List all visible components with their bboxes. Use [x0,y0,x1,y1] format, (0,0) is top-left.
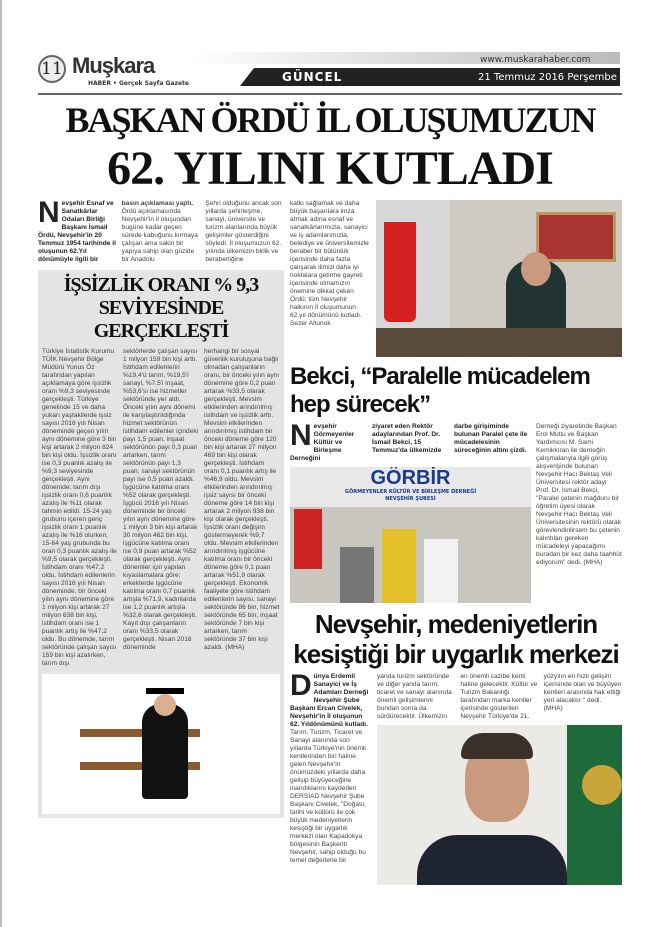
bekci-lead: evşehir Görmeyenler Kültür ve Birleşme Derneğini [290,423,355,462]
section-label: GÜNCEL [282,70,343,84]
main-col2-text: Ördü açıklamasında Nevşehir'in il oluşundan bugüne kadar geçen sürede kabuğunu kırmaya çalışan ama sakin bir yapıya sahip olan güzide bir Anadolu [121,208,198,263]
civelek-photo [377,725,622,885]
unemployment-headline-line1: İŞSİZLİK ORANI % 9,3 [63,274,259,296]
person-1 [340,547,374,603]
bekci-photo [290,467,531,603]
main-headline-line1: BAŞKAN ÖRDÜ İL OLUŞUMUZUN [65,100,595,140]
main-article-col3: Şehri olduğunu ancak son yıllarda şehirleşme, sanayi, üniversite ve turizm alanlarında büyük gelişimler gösterdiğini söyledi. İl oluşumuzun 62. yılında ülkemizin birlik ve beraberliğine [205,200,282,263]
page-content [38,0,622,905]
nevsehir-col3: en önemli cazibe kenti haline gelecektir. Kültür ve Turizm Bakanlığı tarafından marka kentler içerisinde gösterilen Nevşehir Türkiye'de 21. [460,673,538,720]
person-3 [424,539,458,603]
suit-shape [417,835,567,885]
right-column [290,200,622,885]
graduate-figure [142,704,188,799]
unemployment-columns [42,348,280,668]
logo-subtitle: HABER • Gerçek Sayfa Gazete [88,80,189,87]
background-banner [567,725,622,885]
logo: Muşkara [72,53,155,78]
unemployment-headline-line2: SEVİYESİNDE GERÇEKLEŞTİ [93,297,229,342]
nevsehir-headline-line1: Nevşehir, medeniyetlerin [314,609,598,639]
nevsehir-col1-text: Tarım, Turizm, Ticaret ve Sanayi alanında son yıllarda Türkiye'nin önemli kentlerinden biri haline gelen Nevşehir'in önümüzdeki yıllarda daha gelişip büyüyeceğine inandıklarını kaydeden DERSİAD Nevşehir Şube Başkanı Civelek, "Doğası, tarihi ve kültürü ile çok büyük medeniyetlerin kesiştiği bir uygarlık merkezi olan Kapadokya bölgesinin Başkenti Nevşehir, sahip olduğu bu temel değerlerle bir [290,729,367,864]
issue-date: 21 Temmuz 2016 Perşembe [478,72,617,83]
left-column [38,196,284,885]
flag-shape [294,509,322,569]
main-col2-bold: basın açıklaması yaptı. [121,200,194,207]
person-2 [382,529,416,603]
graduate-photo [42,674,280,814]
unemployment-col2: sektörlerde çalışan sayısı 1 milyon 159 bin kişi arttı. İstihdam edilenlerin %19,4'ü tarım, %19,5'i sanayi, %7,5'i inşaat, %53,6'sı ise hizmetler sektöründe yer aldı. Önceki yılın aynı dönemi ile karşılaştırıldığında hizmet sektörünün istihdam edilenler içindeki payı 1,5 puan, inşaat sektörünün payı 0,3 puan artarken, tarım sektörünün payı 1,3 puan, sanayi sektörünün payı ise 0,5 puan azaldı. İşgücüne katılma oranı %52 olarak gerçekleşti. İşgücü 2016 yılı Nisan döneminde bir önceki yılın aynı dönemine göre 1 milyon 3 bin kişi artarak 30 milyon 462 bin kişi, işgücüne katılma oranı ise 0,9 puan artarak %52 olarak gerçekleşti. Aynı dönemler için yapılan kıyaslamalara göre; erkeklerde işgücüne katılma oranı 0,7 puanlık artışla %71,9, kadınlarda ise 1,2 puanlık artışla %32,6 olarak gerçekleşti. Kayıt dışı çalışanların oranı %33,5 olarak gerçekleşti. Nisan 2016 döneminde [123,348,199,651]
graduate-face [154,694,176,716]
drop-cap: D [290,669,312,702]
bekci-col2: ziyaret eden Rektör adaylarından Prof. Dr. İsmail Bekci, 15 Temmuz'da ülkemizde [372,423,442,454]
unemployment-col3: herhangi bir sosyal güvenlik kuruluşuna bağlı olmadan çalışanların oranı, bir önceki yılın aynı dönemine göre 0,2 puan artarak %33,5 olarak gerçekleşti. Mevsim etkilerinden arındırılmış istihdam ve işsizlik arttı. Mevsim etkilerinden arındırılmış istihdam bir önceki döneme göre 120 bin kişi artarak 27 milyon 469 bin kişi olarak gerçekleşti. İstihdam oranı 0,1 puanlık artış ile %46,9 oldu. Mevsim etkilerinden arındırılmış işsiz sayısı bir önceki döneme göre 14 bin kişi artarak 2 milyon 938 bin kişi olarak gerçekleşti. İşsizlik oranı değişim göstermeyerek %9,7 oldu. Mevsim etkilerinden arındırılmış işgücüne katılma oranı bir önceki döneme göre 0,1 puan artarak %51,9 olarak gerçekleşti. Ekonomik faaliyete göre istihdam edilenlerin sayısı, sanayi sektöründe 86 bin, hizmet sektöründe 65 bin, inşaat sektöründe 7 bin kişi artarken, tarım sektöründe 37 bin kişi azaldı. (MHA) [204,348,280,651]
drop-cap: N [38,196,60,229]
hair-shape [461,733,533,759]
banner-emblem [582,765,622,805]
nevsehir-col1 [290,669,372,885]
main-article-right [290,200,622,357]
mortarboard-icon [146,688,184,694]
sign-title: GÖRBİR [370,467,451,489]
main-article-col4: katkı sağlamak ve daha büyük başarılara imza atmak adına esnaf ve sanatkârlarımızla, sanayici ve iş adamlarımızla, belediye ve üniversitemizle beraber bir bütünlük içerisinde daha fazla çalışarak ilimizi daha iyi noktalara getirme gayreti içerisinde olmamızın önemine dikkat çeken Ördü; tüm Nevşehir halkının İl oluşumunun 62.yıl dönümünü kutladı. Sezer Altunok [290,200,369,327]
sign-branch: NEVŞEHİR ŞUBESİ [385,496,436,502]
nevsehir-col4: yüzyılın en hızlı gelişim içerisinde olan ve büyüyen kentleri arasında hak ettiği yeri alacaktır " dedi. (MHA) [543,673,622,712]
association-sign [290,467,531,507]
bekci-col4: Derneği ziyaretinde Başkan Erol Mutlu ve Başkan Yardımcısı M. Sami Kemikkıran ile derneğin çalışmalarıyla ilgili görüş alışverişinde bulunan Nevşehir Hacı Bektaş Veli Üniversitesi rektör adayı Prof. Dr. İsmail Bekci, "Paralel çetenin mağduru bir öğretim üyesi olarak Nevşehir Hacı Bektaş Veli Üniversitesinin rektörü olarak görevlendirilirsem bu çetenin kalıntıları gereken mücadeleyi yapacağımı buradan bir kez daha taahhüt ediyorum" dedi. (MHA) [536,423,622,566]
drop-cap: N [290,419,312,452]
website-url: www.muskarahaber.com [480,55,591,65]
unemployment-headline [42,274,280,343]
main-article-col1 [38,196,117,264]
nevsehir-right [377,673,622,885]
portrait-frame [536,212,616,262]
flag-shape [384,222,416,322]
person-face [521,252,551,286]
bekci-headline: Bekci, “Paralelle mücadelem hep sürecek” [290,363,590,418]
sign-subtitle: GÖRMEYENLER KÜLTÜR VE BİRLEŞME DERNEĞİ [344,489,477,495]
bekci-col1 [290,419,367,463]
main-article-col2 [122,200,201,264]
page-grid [38,196,622,885]
main-headline-line2: 62. YILINI KUTLADI [107,142,553,195]
page-number: 11 [38,55,66,83]
main-photo [376,200,622,357]
unemployment-box [38,270,284,818]
nevsehir-col2: yanda turizm sektöründe ve diğer yanda tarım, ticaret ve sanayi alanında önemli gelişimlerini bundan sonra da sürdürecektir. Ülkemizin [377,673,452,720]
desk-shape [376,328,622,357]
page-frame [0,0,2,927]
nevsehir-columns [377,673,622,721]
nevsehir-lead: ünya Erdemli Sanayici ve İş Adamları Derneği Nevşehir Şube Başkanı Ercan Civelek, Nevşehir'in İl oluşunun 62. Yıldönümünü kutladı. [290,673,369,728]
unemployment-col1: Türkiye İstatistik Kurumu TÜİK Nevşehir Bölge Müdürü Yunus Öz tarafından yapılan açıklamaya göre işsizlik oranı %9,3 seviyesinde gerçekleşti. Türkiye genelinde 15 ve daha yukarı yaştakilerde işsiz sayısı 2016 yılı Nisan döneminde geçen yılın aynı dönemine göre 3 bin kişi artarak 2 milyon 824 bin kişi oldu. İşsizlik oranı ise 0,3 puanlık azalış ile %9,3 seviyesinde gerçekleşti. Aynı dönemde; tarım dışı işsizlik oranı 0,6 puanlık azalış ile %11 olarak tahmin edildi. 15-24 yaş grubunu içeren genç işsizlik oranı 1 puanlık azalış ile %16 olurken, 15-64 yaş grubunda bu oran 0,3 puanlık azalış ile %9,5 olarak gerçekleşti. İstihdam oranı %47,2 oldu. İstihdam edilenlerin sayısı 2016 yılı Nisan döneminde, bir önceki yılın aynı dönemine göre 1 milyon kişi artarak 27 milyon 638 bin kişi, istihdam oranı ise 1 puanlık artış ile %47,2 oldu. Bu dönemde, tarım sektöründe çalışan sayısı 159 bin kişi azalırken, tarım dışı [42,348,117,667]
bekci-article [290,419,622,603]
nevsehir-headline-line2: kesiştiği bir uygarlık merkezi [293,639,619,669]
main-article-columns [38,196,284,264]
main-lead: evşehir Esnaf ve Sanatkârlar Odaları Birliği Başkanı İsmail Ördü, Nevşehir'in 20 Temmuz 1954 tarihinde il oluşunun 62.Yıl dönümüyle ilgili bir [38,200,116,263]
nevsehir-article [290,669,622,885]
bekci-col3: darbe girişiminde bulunan Paralel çete ile mücadelesinin süreceğinin altını çizdi. [454,423,528,454]
